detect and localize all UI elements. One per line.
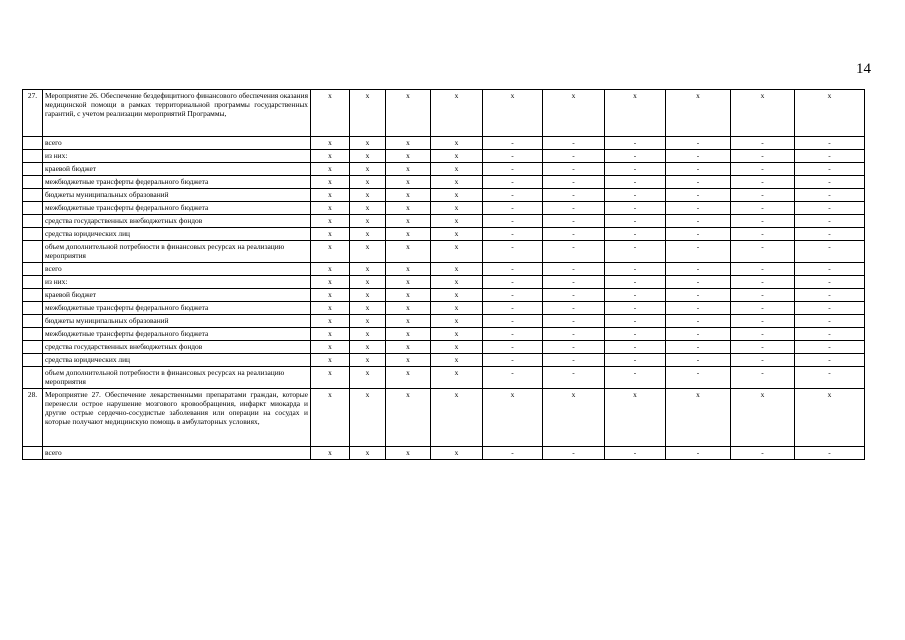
table-cell: х (311, 367, 350, 389)
table-cell: - (666, 241, 731, 263)
table-cell: - (605, 150, 666, 163)
table-cell: х (483, 389, 543, 447)
table-cell: - (731, 137, 795, 150)
table-cell: х (311, 389, 350, 447)
table-cell: - (483, 263, 543, 276)
table-cell: х (350, 150, 386, 163)
table-cell: - (543, 202, 605, 215)
table-cell: х (311, 302, 350, 315)
table-cell: х (431, 228, 483, 241)
table-cell: - (731, 150, 795, 163)
table-cell: - (795, 315, 865, 328)
table-cell: х (386, 241, 431, 263)
table-cell: х (431, 389, 483, 447)
table-cell: - (731, 176, 795, 189)
row-number-cell (23, 328, 43, 341)
table-cell: х (386, 176, 431, 189)
table-cell: - (666, 228, 731, 241)
table-cell: - (483, 354, 543, 367)
row-number-cell (23, 176, 43, 189)
table-cell: х (350, 163, 386, 176)
row-label: краевой бюджет (43, 289, 311, 302)
table-cell: х (311, 163, 350, 176)
table-cell: - (605, 176, 666, 189)
table-cell: х (350, 354, 386, 367)
table-cell: х (311, 189, 350, 202)
table-cell: - (731, 328, 795, 341)
table-cell: - (666, 150, 731, 163)
table-row (23, 302, 865, 315)
table-cell: - (543, 189, 605, 202)
row-label: средства юридических лиц (43, 354, 311, 367)
table-cell: - (666, 276, 731, 289)
table-cell: х (311, 137, 350, 150)
table-cell: - (795, 202, 865, 215)
row-number-cell (23, 241, 43, 263)
table-cell: х (350, 302, 386, 315)
table-cell: - (543, 302, 605, 315)
table-cell: - (605, 263, 666, 276)
table-cell: х (386, 228, 431, 241)
row-number-cell (23, 289, 43, 302)
row-label: всего (43, 447, 311, 460)
table-cell: - (666, 263, 731, 276)
table-cell: - (731, 228, 795, 241)
table-cell: - (731, 315, 795, 328)
table-row (23, 341, 865, 354)
table-cell: - (543, 341, 605, 354)
table-cell: - (483, 163, 543, 176)
row-number-cell (23, 447, 43, 460)
table-row (23, 215, 865, 228)
table-cell: х (350, 447, 386, 460)
table-cell: - (795, 137, 865, 150)
table-cell: х (386, 341, 431, 354)
table-cell: х (311, 241, 350, 263)
table-cell: - (666, 315, 731, 328)
table-cell: - (795, 354, 865, 367)
table-row (23, 189, 865, 202)
row-number-cell (23, 215, 43, 228)
table-cell: - (543, 263, 605, 276)
row-number-cell (23, 276, 43, 289)
table-cell: х (350, 315, 386, 328)
table-cell: х (605, 90, 666, 137)
row-number-cell (23, 367, 43, 389)
table-cell: х (386, 289, 431, 302)
table-cell: - (483, 241, 543, 263)
table-cell: х (350, 241, 386, 263)
measure-number: 27. (23, 90, 43, 137)
table-cell: х (350, 90, 386, 137)
row-label: из них: (43, 150, 311, 163)
table-cell: - (666, 367, 731, 389)
table-cell: х (311, 315, 350, 328)
table-cell: - (483, 367, 543, 389)
row-number-cell (23, 354, 43, 367)
table-cell: х (350, 276, 386, 289)
row-label: объем дополнительной потребности в финансовых ресурсах на реализацию мероприятия (43, 241, 311, 263)
row-label: межбюджетные трансферты федерального бюджета (43, 202, 311, 215)
table-cell: - (543, 447, 605, 460)
table-cell: - (666, 289, 731, 302)
table-cell: - (666, 176, 731, 189)
table-cell: х (350, 341, 386, 354)
table-cell: х (431, 163, 483, 176)
table-cell: х (350, 215, 386, 228)
table-cell: - (483, 150, 543, 163)
table-cell: - (483, 137, 543, 150)
table-cell: - (483, 202, 543, 215)
table-cell: х (431, 276, 483, 289)
row-number-cell (23, 150, 43, 163)
table-cell: - (666, 137, 731, 150)
table-cell: х (350, 189, 386, 202)
table-cell: - (605, 202, 666, 215)
row-label: объем дополнительной потребности в финансовых ресурсах на реализацию мероприятия (43, 367, 311, 389)
table-cell: х (483, 90, 543, 137)
table-cell: - (605, 241, 666, 263)
table-cell: - (483, 302, 543, 315)
table-cell: х (431, 150, 483, 163)
table-cell: - (605, 137, 666, 150)
table-cell: х (543, 389, 605, 447)
table-cell: - (605, 289, 666, 302)
table-cell: - (605, 215, 666, 228)
table-cell: х (386, 215, 431, 228)
table-cell: х (431, 341, 483, 354)
table-cell: х (311, 289, 350, 302)
table-cell: - (605, 367, 666, 389)
table-cell: - (666, 341, 731, 354)
table-cell: - (795, 228, 865, 241)
table-cell: - (731, 354, 795, 367)
table-cell: - (795, 241, 865, 263)
table-row (23, 163, 865, 176)
table-cell: х (311, 90, 350, 137)
row-label: из них: (43, 276, 311, 289)
table-row (23, 202, 865, 215)
table-cell: х (431, 354, 483, 367)
row-label: средства юридических лиц (43, 228, 311, 241)
table-cell: - (543, 228, 605, 241)
table-row (23, 447, 865, 460)
table-cell: - (666, 447, 731, 460)
table-cell: - (605, 328, 666, 341)
row-number-cell (23, 163, 43, 176)
table-cell: - (795, 328, 865, 341)
table-cell: х (350, 137, 386, 150)
table-cell: - (731, 447, 795, 460)
table-cell: - (543, 276, 605, 289)
table-row (23, 176, 865, 189)
table-cell: - (605, 276, 666, 289)
row-label: бюджеты муниципальных образований (43, 189, 311, 202)
table-cell: - (731, 163, 795, 176)
page-number: 14 (856, 61, 871, 77)
row-number-cell (23, 137, 43, 150)
row-label: межбюджетные трансферты федерального бюджета (43, 176, 311, 189)
table-cell: - (731, 263, 795, 276)
table-cell: х (386, 137, 431, 150)
measure-number: 28. (23, 389, 43, 447)
table-cell: х (431, 289, 483, 302)
table-cell: - (483, 189, 543, 202)
table-cell: х (311, 263, 350, 276)
table-cell: - (795, 263, 865, 276)
table-cell: х (386, 90, 431, 137)
table-cell: х (386, 389, 431, 447)
table-cell: - (795, 302, 865, 315)
table-cell: х (666, 90, 731, 137)
table-cell: - (731, 302, 795, 315)
row-label: межбюджетные трансферты федерального бюджета (43, 328, 311, 341)
table-cell: - (483, 228, 543, 241)
table-cell: х (350, 328, 386, 341)
table-cell: - (605, 354, 666, 367)
table-cell: х (731, 90, 795, 137)
table-row (23, 354, 865, 367)
table-cell: х (431, 447, 483, 460)
table-cell: - (483, 447, 543, 460)
table-cell: - (795, 150, 865, 163)
table-cell: х (350, 367, 386, 389)
table-cell: - (666, 163, 731, 176)
table-cell: - (795, 176, 865, 189)
table-cell: - (731, 189, 795, 202)
table-cell: х (431, 367, 483, 389)
table-cell: - (666, 302, 731, 315)
table-cell: х (795, 90, 865, 137)
table-cell: - (483, 289, 543, 302)
table-cell: - (795, 189, 865, 202)
table-cell: х (543, 90, 605, 137)
table-cell: х (350, 389, 386, 447)
table-cell: х (311, 202, 350, 215)
table-cell: - (731, 289, 795, 302)
table-cell: - (731, 341, 795, 354)
row-label: средства государственных внебюджетных фондов (43, 341, 311, 354)
table-cell: х (350, 289, 386, 302)
program-table (22, 89, 865, 460)
table-cell: - (543, 150, 605, 163)
table-cell: - (483, 315, 543, 328)
table-cell: х (431, 263, 483, 276)
row-label: средства государственных внебюджетных фондов (43, 215, 311, 228)
table-cell: х (431, 241, 483, 263)
table-cell: - (543, 367, 605, 389)
table-cell: х (386, 150, 431, 163)
table-cell: х (311, 150, 350, 163)
table-row (23, 150, 865, 163)
table-row (23, 276, 865, 289)
table-cell: - (543, 315, 605, 328)
table-cell: - (605, 163, 666, 176)
row-label: всего (43, 263, 311, 276)
table-cell: х (350, 176, 386, 189)
table-cell: х (795, 389, 865, 447)
table-cell: - (731, 215, 795, 228)
table-row (23, 328, 865, 341)
table-cell: х (431, 189, 483, 202)
table-cell: - (605, 447, 666, 460)
measure-title-row (23, 90, 865, 137)
table-cell: - (543, 137, 605, 150)
table-body (23, 90, 865, 460)
table-cell: х (431, 302, 483, 315)
table-cell: х (386, 302, 431, 315)
table-cell: - (731, 367, 795, 389)
table-cell: - (795, 289, 865, 302)
row-number-cell (23, 228, 43, 241)
row-number-cell (23, 315, 43, 328)
table-cell: - (731, 276, 795, 289)
table-cell: х (386, 189, 431, 202)
table-cell: - (605, 302, 666, 315)
row-number-cell (23, 341, 43, 354)
row-number-cell (23, 189, 43, 202)
table-cell: - (731, 202, 795, 215)
table-cell: - (605, 189, 666, 202)
table-cell: - (795, 341, 865, 354)
table-cell: х (431, 315, 483, 328)
table-cell: - (483, 215, 543, 228)
table-cell: - (795, 447, 865, 460)
measure-title-row (23, 389, 865, 447)
table-cell: х (311, 354, 350, 367)
table-cell: х (311, 276, 350, 289)
table-cell: х (350, 263, 386, 276)
table-cell: х (431, 215, 483, 228)
table-cell: - (543, 328, 605, 341)
table-cell: х (431, 328, 483, 341)
table-cell: - (483, 328, 543, 341)
table-cell: х (386, 263, 431, 276)
table-cell: х (311, 228, 350, 241)
table-row (23, 263, 865, 276)
row-number-cell (23, 302, 43, 315)
table-cell: х (386, 354, 431, 367)
table-cell: х (431, 202, 483, 215)
table-cell: - (543, 289, 605, 302)
table-cell: - (483, 276, 543, 289)
row-number-cell (23, 202, 43, 215)
table-cell: х (386, 163, 431, 176)
table-cell: - (605, 228, 666, 241)
measure-title: Мероприятие 27. Обеспечение лекарственными препаратами граждан, которые перенесли острое нарушение мозгового кровообращения, инфаркт миокарда и другие острые сердечно-сосудистые заболевания или операции на сосудах и которые получают медицинскую помощь в амбулаторных условиях, (43, 389, 311, 447)
row-number-cell (23, 263, 43, 276)
table-row (23, 315, 865, 328)
table-cell: х (605, 389, 666, 447)
table-cell: - (543, 215, 605, 228)
table-cell: х (386, 315, 431, 328)
table-cell: х (731, 389, 795, 447)
table-cell: х (386, 367, 431, 389)
table-cell: - (483, 341, 543, 354)
table-cell: - (795, 276, 865, 289)
table-cell: - (605, 341, 666, 354)
table-cell: х (311, 447, 350, 460)
row-label: межбюджетные трансферты федерального бюджета (43, 302, 311, 315)
table-cell: х (666, 389, 731, 447)
table-cell: - (605, 315, 666, 328)
row-label: всего (43, 137, 311, 150)
table-cell: х (311, 176, 350, 189)
table-cell: х (386, 447, 431, 460)
table-cell: - (666, 354, 731, 367)
table-cell: - (666, 189, 731, 202)
table-cell: - (543, 163, 605, 176)
table-cell: - (543, 241, 605, 263)
table-row (23, 289, 865, 302)
table-cell: х (311, 341, 350, 354)
table-cell: - (731, 241, 795, 263)
table-row (23, 228, 865, 241)
table-cell: - (543, 176, 605, 189)
table-cell: - (795, 367, 865, 389)
table-cell: - (666, 328, 731, 341)
table-cell: х (431, 90, 483, 137)
table-cell: х (350, 228, 386, 241)
measure-title: Мероприятие 26. Обеспечение бездефицитного финансового обеспечения оказания медицинской помощи в рамках территориальной программы государственных гарантий, с учетом реализации мероприятий Программы, (43, 90, 311, 137)
table-cell: х (386, 202, 431, 215)
table-cell: - (666, 202, 731, 215)
table-cell: х (386, 276, 431, 289)
table-cell: - (795, 215, 865, 228)
row-label: краевой бюджет (43, 163, 311, 176)
table-cell: х (431, 176, 483, 189)
table-cell: х (311, 328, 350, 341)
table-row (23, 137, 865, 150)
table-cell: - (666, 215, 731, 228)
table-cell: - (543, 354, 605, 367)
row-label: бюджеты муниципальных образований (43, 315, 311, 328)
table-row (23, 241, 865, 263)
table-cell: - (795, 163, 865, 176)
table-cell: х (431, 137, 483, 150)
table-cell: х (350, 202, 386, 215)
table-row (23, 367, 865, 389)
table-cell: - (483, 176, 543, 189)
table-cell: х (386, 328, 431, 341)
table-cell: х (311, 215, 350, 228)
